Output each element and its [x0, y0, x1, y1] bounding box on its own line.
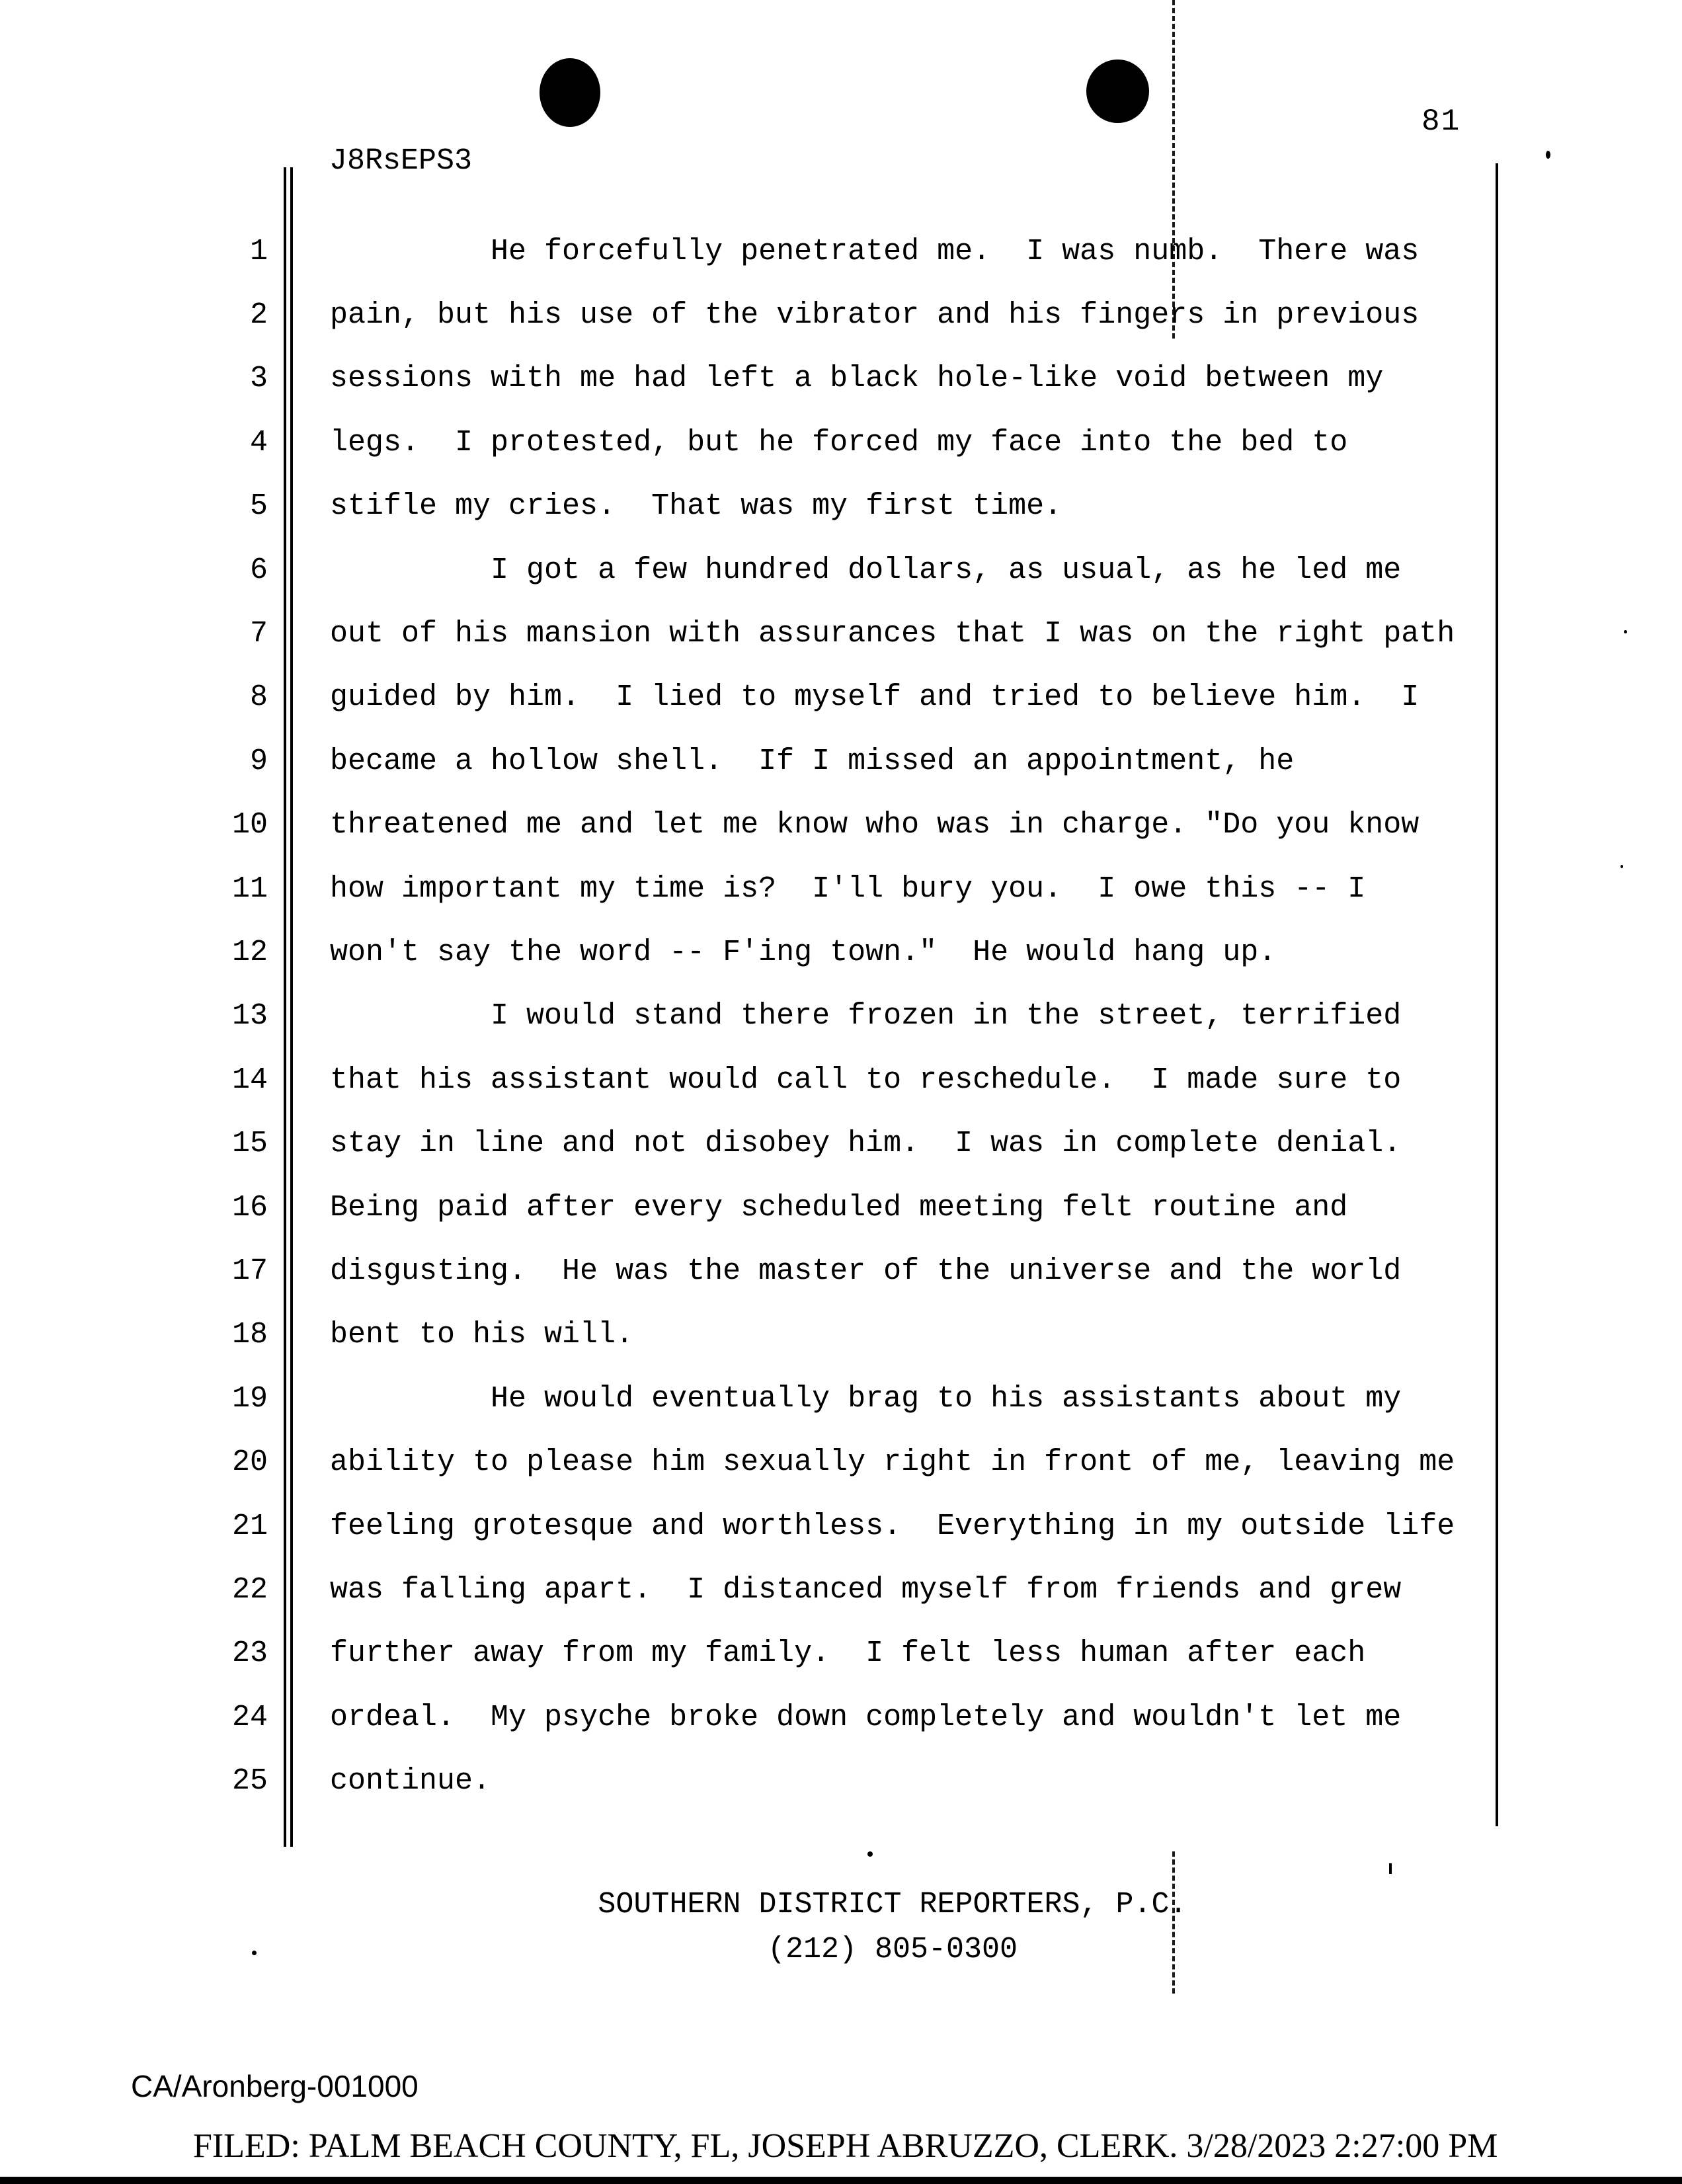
scan-artifact [1389, 1863, 1392, 1874]
transcript-line [0, 1622, 1682, 1685]
line-number: 5 [249, 489, 268, 524]
line-text: ordeal. My psyche broke down completely and wouldn't let me [330, 1700, 1402, 1734]
transcript-line [0, 538, 1682, 602]
scan-artifact [1624, 630, 1627, 633]
line-number: 22 [231, 1572, 268, 1607]
transcript-line [0, 411, 1682, 474]
transcript-line [0, 1558, 1682, 1621]
line-number: 4 [249, 425, 268, 460]
line-text: was falling apart. I distanced myself from friends and grew [330, 1572, 1402, 1607]
line-number: 1 [249, 234, 268, 268]
line-number: 14 [231, 1063, 268, 1097]
line-text: guided by him. I lied to myself and tried to believe him. I [330, 680, 1420, 715]
line-text: disgusting. He was the master of the universe and the world [330, 1254, 1402, 1288]
scan-artifact [1621, 865, 1623, 868]
line-text: became a hollow shell. If I missed an appointment, he [330, 744, 1295, 778]
transcript-line [0, 666, 1682, 729]
reporter-phone: (212) 805-0300 [767, 1933, 1018, 1966]
line-text: Being paid after every scheduled meeting felt routine and [330, 1190, 1348, 1225]
line-text: I got a few hundred dollars, as usual, as he led me [330, 553, 1402, 587]
line-number: 6 [249, 553, 268, 587]
line-number: 15 [231, 1127, 268, 1161]
line-text: won't say the word -- F'ing town." He would hang up. [330, 935, 1277, 969]
scan-artifact [252, 1951, 257, 1955]
line-number: 18 [231, 1318, 268, 1352]
line-text: pain, but his use of the vibrator and his fingers in previous [330, 298, 1420, 333]
line-number: 24 [231, 1700, 268, 1734]
line-number: 3 [249, 362, 268, 396]
line-number: 10 [231, 808, 268, 842]
bates-stamp: CA/Aronberg-001000 [131, 2069, 419, 2103]
line-number: 13 [231, 999, 268, 1033]
line-text: further away from my family. I felt less human after each [330, 1637, 1366, 1671]
line-number: 21 [231, 1509, 268, 1543]
transcript-line [0, 793, 1682, 857]
line-number: 8 [249, 680, 268, 715]
line-text: stifle my cries. That was my first time. [330, 489, 1062, 524]
transcript-line [0, 857, 1682, 920]
transcript-line [0, 1430, 1682, 1494]
line-text: He forcefully penetrated me. I was numb. There was [330, 234, 1420, 268]
hole-punch [1086, 60, 1149, 123]
line-number: 11 [231, 871, 268, 906]
transcript-line [0, 1048, 1682, 1112]
hole-punch [540, 58, 600, 127]
reporter-name: SOUTHERN DISTRICT REPORTERS, P.C. [598, 1888, 1187, 1921]
line-text: ability to please him sexually right in front of me, leaving me [330, 1445, 1455, 1480]
line-number: 9 [249, 744, 268, 778]
transcript-line [0, 475, 1682, 538]
transcript-line [0, 347, 1682, 411]
line-number: 23 [231, 1637, 268, 1671]
scan-artifact [867, 1851, 873, 1857]
line-text: how important my time is? I'll bury you. I owe this -- I [330, 871, 1366, 906]
line-text: threatened me and let me know who was in charge. "Do you know [330, 808, 1420, 842]
transcript-line [0, 283, 1682, 346]
line-text: out of his mansion with assurances that I was on the right path [330, 617, 1455, 651]
transcript-line [0, 1239, 1682, 1303]
transcript-line [0, 220, 1682, 283]
transcript-line [0, 1367, 1682, 1430]
line-text: I would stand there frozen in the street, terrified [330, 999, 1402, 1033]
transcript-lines [0, 220, 1682, 1813]
line-number: 20 [231, 1445, 268, 1480]
line-text: feeling grotesque and worthless. Everything in my outside life [330, 1509, 1455, 1543]
line-text: stay in line and not disobey him. I was in complete denial. [330, 1127, 1402, 1161]
line-text: sessions with me had left a black hole-like void between my [330, 362, 1384, 396]
scan-artifact [1546, 151, 1550, 159]
filed-stamp: FILED: PALM BEACH COUNTY, FL, JOSEPH ABRUZZO, CLERK. 3/28/2023 2:27:00 PM [193, 2127, 1498, 2165]
line-number: 16 [231, 1190, 268, 1225]
line-number: 2 [249, 298, 268, 333]
transcript-line [0, 1685, 1682, 1749]
transcript-line [0, 729, 1682, 793]
line-number: 12 [231, 935, 268, 969]
page-number: 81 [1422, 104, 1461, 139]
transcript-line [0, 1749, 1682, 1812]
line-number: 7 [249, 617, 268, 651]
transcript-id: J8RsEPS3 [329, 144, 473, 178]
transcript-line [0, 920, 1682, 984]
line-number: 17 [231, 1254, 268, 1288]
line-number: 19 [231, 1381, 268, 1416]
transcript-line [0, 985, 1682, 1048]
line-text: legs. I protested, but he forced my face into the bed to [330, 425, 1348, 460]
transcript-line [0, 1303, 1682, 1367]
transcript-line [0, 1176, 1682, 1239]
line-text: He would eventually brag to his assistants about my [330, 1381, 1402, 1416]
line-text: continue. [330, 1764, 491, 1799]
line-text: that his assistant would call to reschedule. I made sure to [330, 1063, 1402, 1097]
transcript-line [0, 1112, 1682, 1175]
line-number: 25 [231, 1764, 268, 1799]
scan-bottom-edge [0, 2177, 1682, 2184]
line-text: bent to his will. [330, 1318, 634, 1352]
transcript-line [0, 1494, 1682, 1558]
transcript-line [0, 602, 1682, 665]
